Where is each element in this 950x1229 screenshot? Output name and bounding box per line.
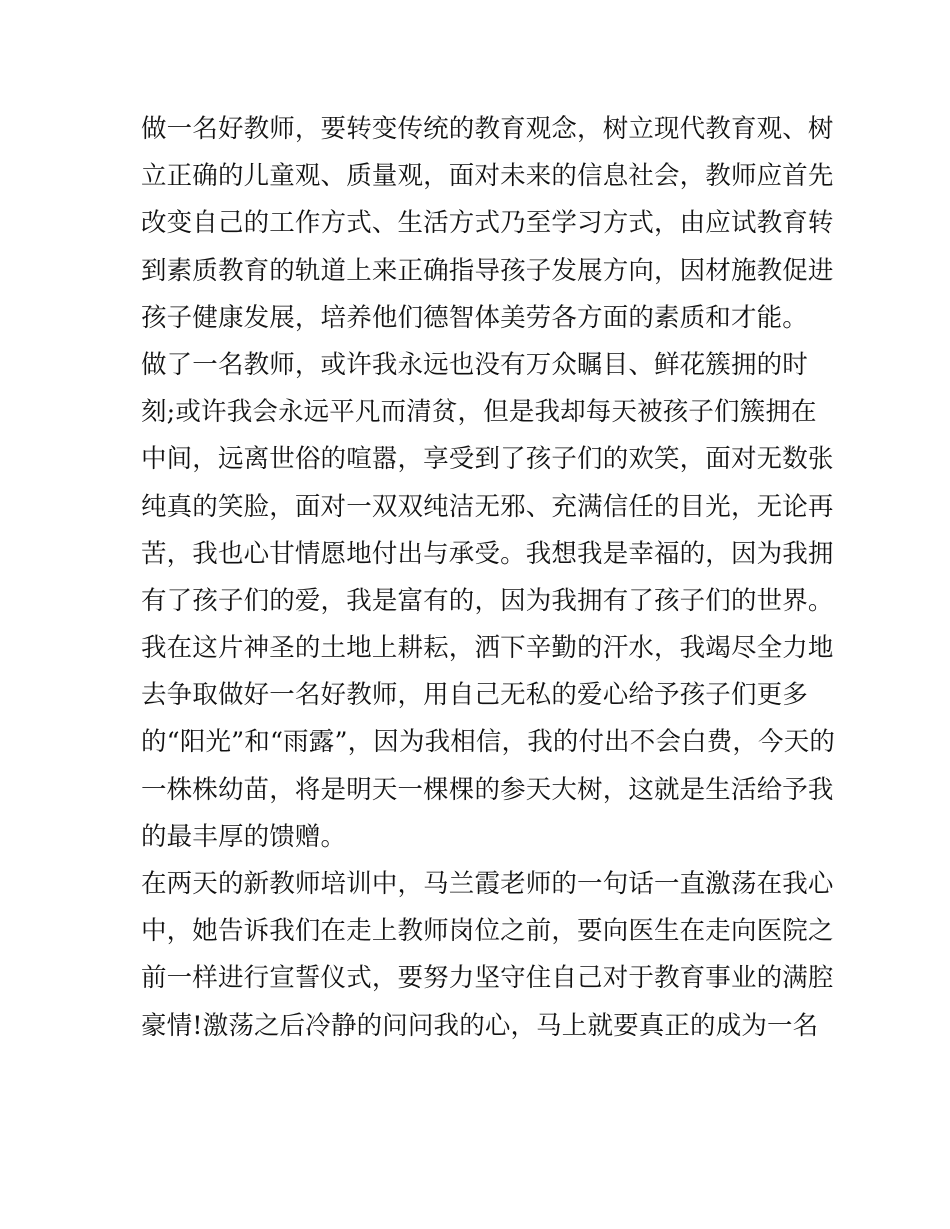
text-line: 前一样进行宣誓仪式，要努力坚守住自己对于教育事业的满腔 xyxy=(141,963,834,994)
text-line: 刻;或许我会永远平凡而清贫，但是我却每天被孩子们簇拥在 xyxy=(141,397,817,428)
text-line: 苦，我也心甘情愿地付出与承受。我想我是幸福的，因为我拥 xyxy=(141,538,834,569)
text-line: 有了孩子们的爱，我是富有的，因为我拥有了孩子们的世界。 xyxy=(141,585,834,616)
text-line: 孩子健康发展，培养他们德智体美劳各方面的素质和才能。 xyxy=(141,302,808,333)
body-text xyxy=(141,106,835,1050)
text-line: 的最丰厚的馈赠。 xyxy=(141,821,347,852)
text-line: 纯真的笑脸，面对一双双纯洁无邪、充满信任的目光，无论再 xyxy=(141,491,834,522)
text-line: 的“阳光”和“雨露”，因为我相信，我的付出不会白费，今天的 xyxy=(141,727,835,758)
text-line: 中，她告诉我们在走上教师岗位之前，要向医生在走向医院之 xyxy=(141,916,834,947)
text-line: 在两天的新教师培训中，马兰霞老师的一句话一直激荡在我心 xyxy=(141,869,834,899)
text-line: 中间，远离世俗的喧嚣，享受到了孩子们的欢笑，面对无数张 xyxy=(141,444,834,475)
text-line: 立正确的儿童观、质量观，面对未来的信息社会，教师应首先 xyxy=(141,161,834,192)
text-line: 做一名好教师，要转变传统的教育观念，树立现代教育观、树 xyxy=(141,114,834,144)
text-line: 做了一名教师，或许我永远也没有万众瞩目、鲜花簇拥的时 xyxy=(141,349,808,380)
text-line: 一株株幼苗，将是明天一棵棵的参天大树，这就是生活给予我 xyxy=(141,774,834,805)
text-line: 去争取做好一名好教师，用自己无私的爱心给予孩子们更多 xyxy=(141,680,808,711)
text-line: 我在这片神圣的土地上耕耘，洒下辛勤的汗水，我竭尽全力地 xyxy=(141,633,834,664)
text-line: 豪情!激荡之后冷静的问问我的心，马上就要真正的成为一名 xyxy=(141,1010,819,1041)
text-line: 改变自己的工作方式、生活方式乃至学习方式，由应试教育转 xyxy=(141,208,834,239)
text-line: 到素质教育的轨道上来正确指导孩子发展方向，因材施教促进 xyxy=(141,255,834,286)
